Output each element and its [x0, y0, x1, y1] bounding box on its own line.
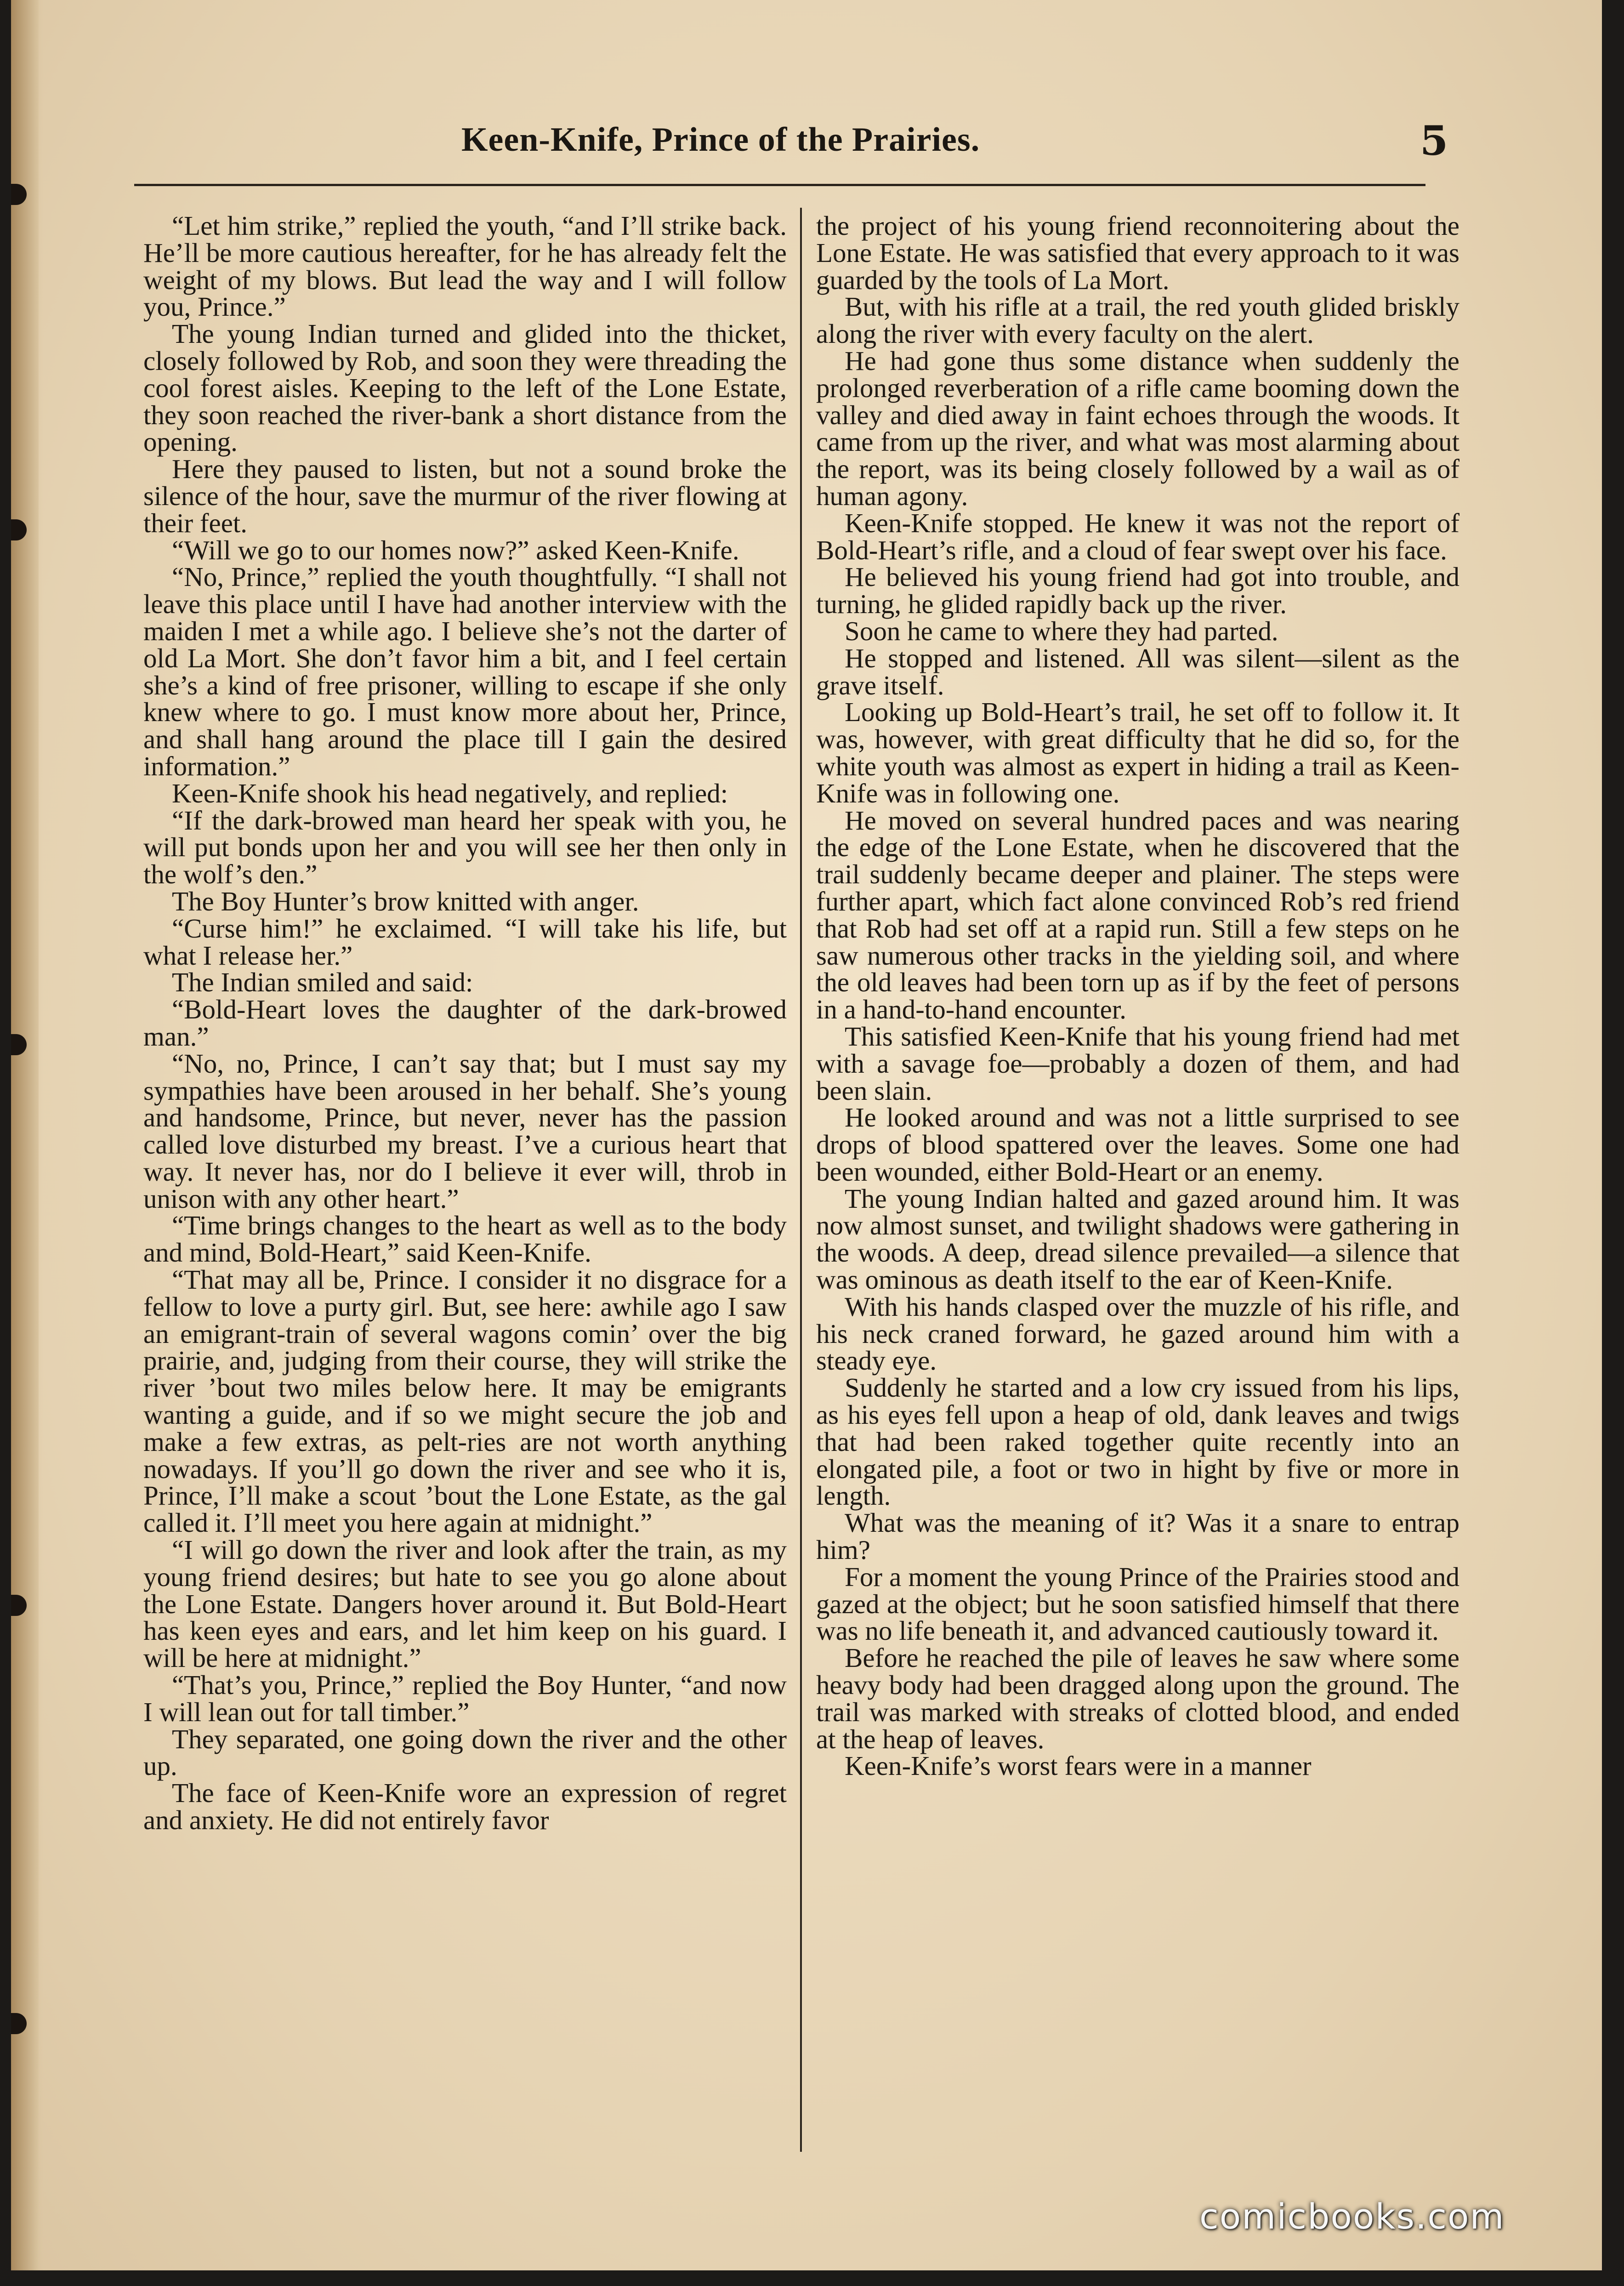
paragraph: “That may all be, Prince. I consider it no disgrace for a fellow to love a purty girl. But, see here: awhile ago I saw an emigrant-train of several wagons comin’ over the big prairie, and, judging from their course, they will strike the river ’bout two miles below here. It may be emigrants wanting a guide, and if so we might secure the job and make a few extras, as pelt-ries are not worth anything nowadays. If you’ll go down the river and see who it is, Prince, I’ll make a scout ’bout the Lone Estate, as the gal called it. I’ll meet you here again at midnight.” — [143, 1264, 787, 1538]
paragraph: The Indian smiled and said: — [172, 967, 473, 998]
watermark: comicbooks.com — [1199, 2196, 1505, 2237]
running-title: Keen-Knife, Prince of the Prairies. — [461, 121, 980, 159]
paragraph: the project of his young friend reconnoitering about the Lone Estate. He was satisfied that every approach to it was guarded by the tools of La Mort. — [816, 210, 1459, 295]
paragraph: “Bold-Heart loves the daughter of the dark-browed man.” — [143, 994, 787, 1052]
header-rule — [134, 184, 1425, 186]
binding-stitch-mark — [11, 184, 27, 205]
binding-stitch-mark — [11, 2013, 27, 2034]
paragraph: “No, no, Prince, I can’t say that; but I must say my sympathies have been aroused in her behalf. She’s young and handsome, Prince, but never, never has the passion called love disturbed my breast. I’ve a curious heart that way. It never has, nor do I believe it ever will, throb in unison with any other heart.” — [143, 1048, 787, 1214]
paragraph: “Will we go to our homes now?” asked Keen-Knife. — [172, 535, 739, 565]
paragraph: The face of Keen-Knife wore an expression of regret and anxiety. He did not entirely favor — [143, 1778, 787, 1836]
binding-stitch-mark — [11, 519, 27, 540]
book-page — [11, 0, 1602, 2270]
paragraph: Keen-Knife’s worst fears were in a manner — [845, 1751, 1312, 1781]
paragraph: Suddenly he started and a low cry issued from his lips, as his eyes fell upon a heap of old, dank leaves and twigs that had been raked together quite recently into an elongated pile, a foot or two in hight by five or more in length. — [816, 1372, 1459, 1511]
paragraph: But, with his rifle at a trail, the red youth glided briskly along the river with every faculty on the alert. — [816, 291, 1459, 349]
paragraph: “If the dark-browed man heard her speak with you, he will put bonds upon her and you will see her then only in the wolf’s den.” — [143, 805, 787, 890]
paragraph: Keen-Knife stopped. He knew it was not the report of Bold-Heart’s rifle, and a cloud of fear swept over his face. — [816, 507, 1459, 565]
paragraph: He stopped and listened. All was silent—silent as the grave itself. — [816, 643, 1459, 700]
paragraph: Here they paused to listen, but not a sound broke the silence of the hour, save the murmur of the river flowing at their feet. — [143, 454, 787, 538]
paragraph: With his hands clasped over the muzzle of his rifle, and his neck craned forward, he gazed around him with a steady eye. — [816, 1291, 1459, 1376]
paragraph: The Boy Hunter’s brow knitted with anger. — [172, 886, 639, 916]
paragraph: This satisfied Keen-Knife that his young friend had met with a savage foe—probably a dozen of them, and had been slain. — [816, 1021, 1459, 1106]
paragraph: He looked around and was not a little surprised to see drops of blood spattered over the leaves. Some one had been wounded, either Bold-Heart or an enemy. — [816, 1102, 1459, 1187]
paragraph: He had gone thus some distance when suddenly the prolonged reverberation of a rifle came booming down the valley and died away in faint echoes through the woods. It came from up the river, and what was most alarming about the report, was its being closely followed by a wail as of human agony. — [816, 345, 1459, 511]
paragraph: “Let him strike,” replied the youth, “and I’ll strike back. He’ll be more cautious hereafter, for he has already felt the weight of my blows. But lead the way and I will follow you, Prince.” — [143, 210, 787, 322]
paragraph: “I will go down the river and look after the train, as my young friend desires; but hate to see you go alone about the Lone Estate. Dangers hover around it. But Bold-Heart has keen eyes and ears, and let him keep on his guard. I will be here at midnight.” — [143, 1535, 787, 1673]
paragraph: What was the meaning of it? Was it a snare to entrap him? — [816, 1507, 1459, 1565]
paragraph: “Time brings changes to the heart as well as to the body and mind, Bold-Heart,” said Keen-Knife. — [143, 1210, 787, 1268]
paragraph: For a moment the young Prince of the Prairies stood and gazed at the object; but he soon satisfied himself that there was no life beneath it, and advanced cautiously toward it. — [816, 1561, 1459, 1646]
right-text-column — [816, 212, 1459, 1780]
column-divider — [800, 208, 802, 2152]
paragraph: “That’s you, Prince,” replied the Boy Hunter, “and now I will lean out for tall timber.” — [143, 1670, 787, 1727]
binding-stitch-mark — [11, 1034, 27, 1055]
paragraph: He believed his young friend had got into trouble, and turning, he glided rapidly back up the river. — [816, 562, 1459, 620]
paragraph: They separated, one going down the river and the other up. — [143, 1723, 787, 1781]
page-binding-edge — [11, 0, 39, 2270]
paragraph: Before he reached the pile of leaves he saw where some heavy body had been dragged along upon the ground. The trail was marked with streaks of clotted blood, and ended at the heap of leaves. — [816, 1643, 1459, 1754]
paragraph: “Curse him!” he exclaimed. “I will take his life, but what I release her.” — [143, 913, 787, 971]
left-text-column — [143, 212, 787, 1834]
paragraph: He moved on several hundred paces and was nearing the edge of the Lone Estate, when he discovered that the trail suddenly became deeper and plainer. The steps were further apart, which fact alone convinced Rob’s red friend that Rob had set off at a rapid run. Still a few steps on he saw numerous other tracks in the yielding soil, and where the old leaves had been torn up as if by the feet of persons in a hand-to-hand encounter. — [816, 805, 1459, 1025]
paragraph: The young Indian turned and glided into the thicket, closely followed by Rob, and soon they were threading the cool forest aisles. Keeping to the left of the Lone Estate, they soon reached the river-bank a short distance from the opening. — [143, 318, 787, 457]
running-head — [11, 107, 1602, 171]
page-number: 5 — [1420, 117, 1448, 165]
paragraph: Looking up Bold-Heart’s trail, he set off to follow it. It was, however, with great difficulty that he did so, for the white youth was almost as expert in hiding a trail as Keen-Knife was in following one. — [816, 697, 1459, 808]
paragraph: Keen-Knife shook his head negatively, and replied: — [172, 778, 728, 808]
paragraph: Soon he came to where they had parted. — [845, 615, 1278, 646]
paragraph: The young Indian halted and gazed around him. It was now almost sunset, and twilight shadows were gathering in the woods. A deep, dread silence prevailed—a silence that was ominous as death itself to the ear of Keen-Knife. — [816, 1183, 1459, 1295]
paragraph: “No, Prince,” replied the youth thoughtfully. “I shall not leave this place until I have had another interview with the maiden I met a while ago. I believe she’s not the darter of old La Mort. She don’t favor him a bit, and I feel certain she’s a kind of free prisoner, willing to escape if she only knew where to go. I must know more about her, Prince, and shall hang around the place till I gain the desired information.” — [143, 562, 787, 781]
binding-stitch-mark — [11, 1595, 27, 1616]
